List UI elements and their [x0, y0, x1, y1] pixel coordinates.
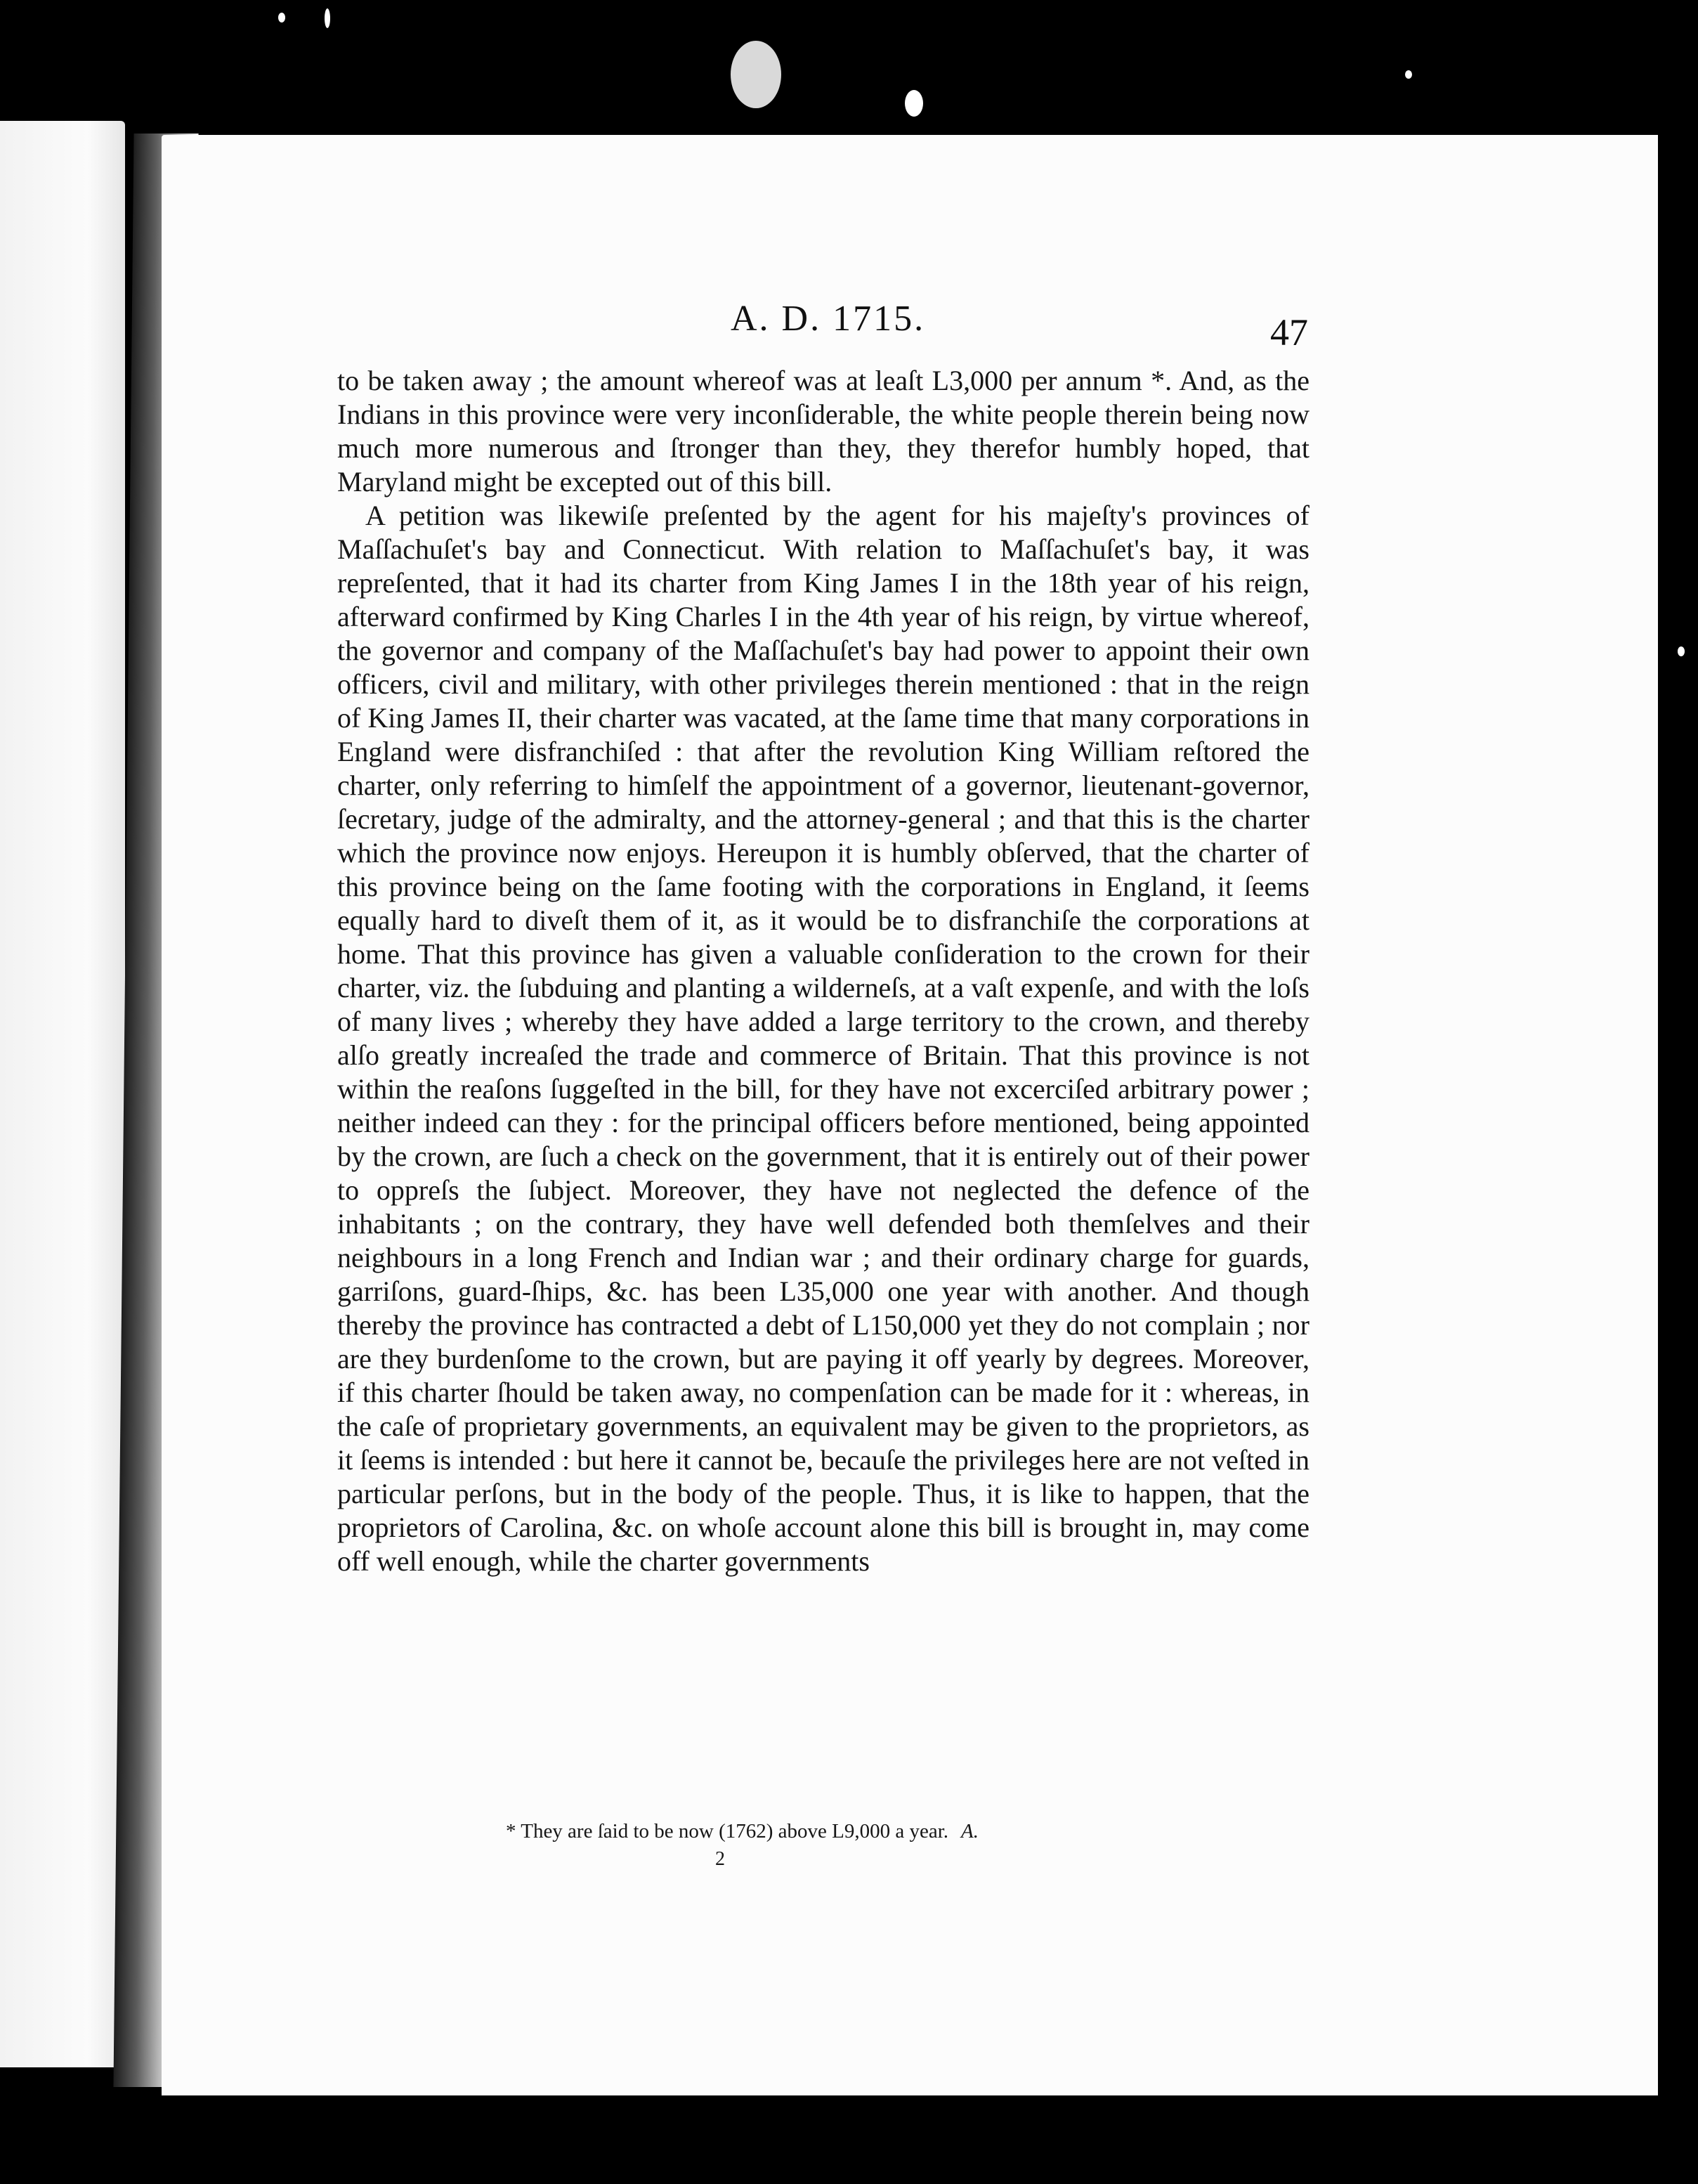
dust-speck [278, 13, 285, 22]
dust-speck [1678, 646, 1685, 656]
footnote [506, 1820, 979, 1843]
paragraph-1: to be taken away ; the amount whereof was at leaſt L3,000 per annum *. And, as the Indians in this province were very inconſiderable, the white people therein being now much more numerous and ſtronger than they, they therefor humbly hoped, that Maryland might be excepted out of this bill. [337, 365, 1310, 498]
paragraph-2: A petition was likewiſe preſented by the agent for his majeſty's provinces of Maſſachuſet's bay and Connecticut. With relation to Maſſachuſet's bay, it was repreſented, that it had its charter from King James I in the 18th year of his reign, afterward confirmed by King Charles I in the 4th year of his reign, by virtue whereof, the governor and company of the Maſſachuſet's bay had power to appoint their own officers, civil and military, with other privileges therein mentioned : that in the reign of King James II, their charter was vacated, at the ſame time that many corporations in England were disfranchiſed : that after the revolution King William reſtored the charter, only referring to himſelf the appointment of a governor, lieutenant-governor, ſecretary, judge of the admiralty, and the attorney-general ; and that this is the charter which the province now enjoys. Hereupon it is humbly obſerved, that the charter of this province being on the ſame footing with the corporations in England, it ſeems equally hard to diveſt them of it, as it would be to disfranchiſe the corporations at home. That this province has given a valuable conſideration to the crown for their charter, viz. the ſubduing and planting a wilderneſs, at a vaſt expenſe, and with the loſs of many lives ; whereby they have added a large territory to the crown, and thereby alſo greatly increaſed the trade and commerce of Britain. That this province is not within the reaſons ſuggeſted in the bill, for they have not excerciſed arbitrary power ; neither indeed can they : for the principal officers before mentioned, being appointed by the crown, are ſuch a check on the government, that it is entirely out of their power to oppreſs the ſubject. Moreover, they have not neglected the defence of the inhabitants ; on the contrary, they have well defended both themſelves and their neighbours in a long French and Indian war ; and their ordinary charge for guards, garriſons, guard-ſhips, &c. has been L35,000 one year with another. And though thereby the province has contracted a debt of L150,000 yet they do not complain ; nor are they burdenſome to the crown, but are paying it off yearly by degrees. Moreover, if this charter ſhould be taken away, no compenſation can be made for it : whereas, in the caſe of proprietary governments, an equivalent may be given to the proprietors, as it ſeems is intended : but here it cannot be, becauſe the privileges here are not veſted in particular perſons, but in the body of the people. Thus, it is like to happen, that the proprietors of Carolina, &c. on whoſe account alone this bill is brought in, may come off well enough, while the charter governments [337, 500, 1310, 1577]
dust-speck [731, 41, 781, 108]
body-text [337, 364, 1310, 1578]
page-number: 47 [1270, 311, 1308, 353]
running-header: A. D. 1715. [731, 299, 926, 339]
dust-speck [905, 90, 923, 117]
footnote-mark: A. [961, 1820, 979, 1842]
dust-speck [325, 8, 330, 28]
signature-mark: 2 [715, 1848, 725, 1870]
previous-page-edge [0, 121, 125, 2067]
dust-speck [1405, 70, 1412, 79]
footnote-text: * They are ſaid to be now (1762) above L9,000 a year. [506, 1820, 949, 1842]
